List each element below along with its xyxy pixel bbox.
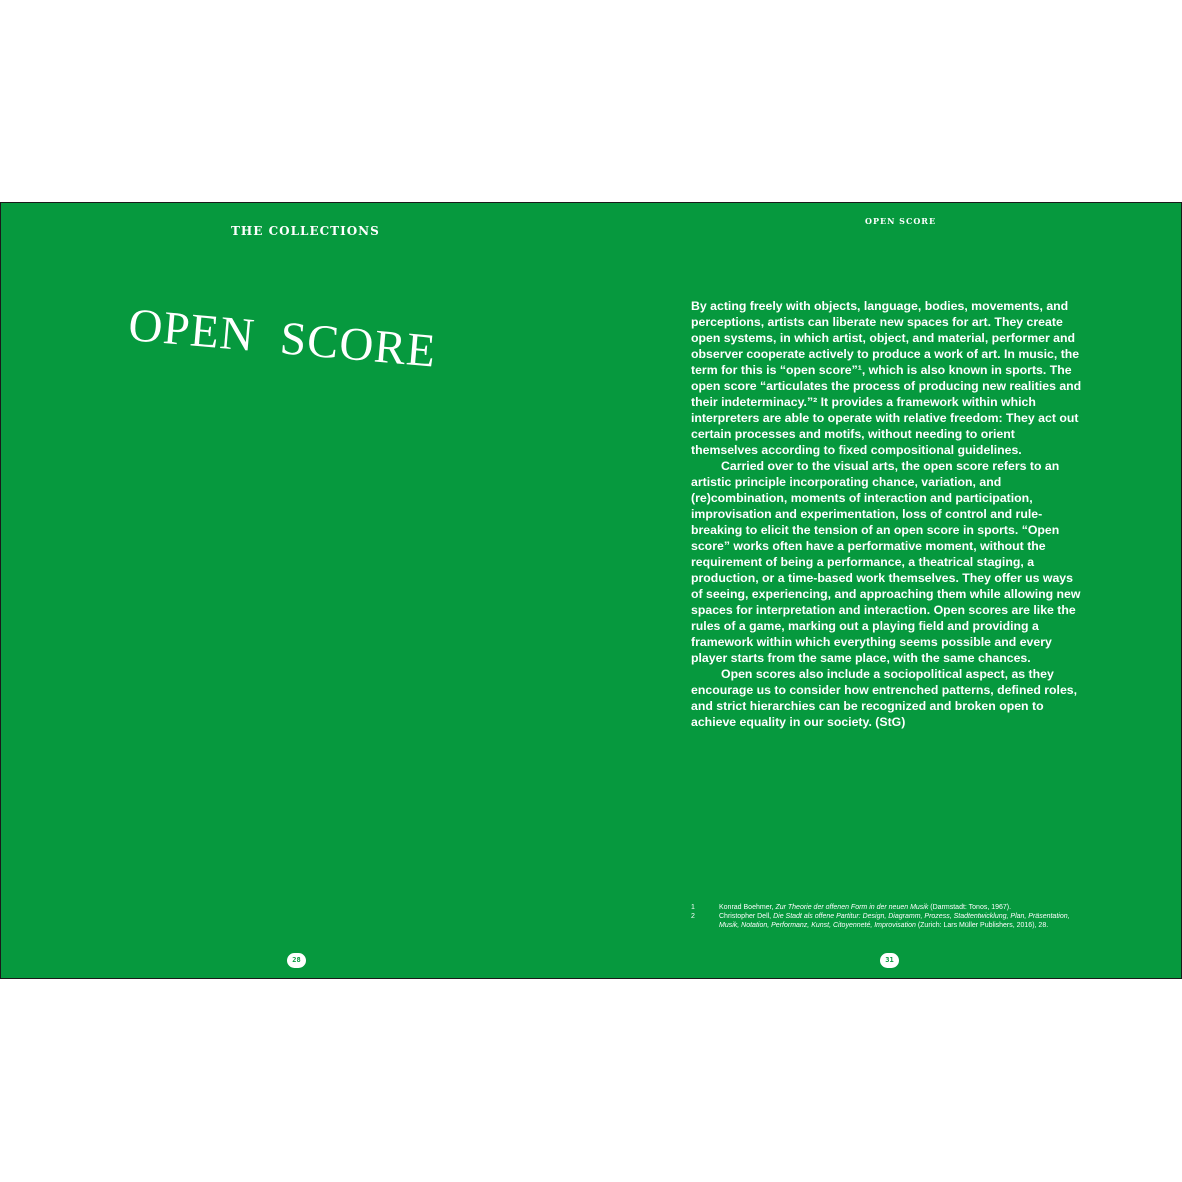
footnote-text: Konrad Boehmer, Zur Theorie der offenen Form in der neuen Musik (Darmstadt: Tonos, 1967). xyxy=(719,904,1012,911)
footnote-number: 1 xyxy=(691,904,695,911)
paragraph-1: By acting freely with objects, language, bodies, movements, and perceptions, artists can liberate new spaces for art. They create open systems, in which artist, object, and material, performer and observer cooperate actively to produce a work of art. In music, the term for this is “open score”¹, which is also known in sports. The open score “articulates the process of producing new realities and their indeterminacy.”² It provides a framework within which interpreters are able to operate with relative freedom: They act out certain processes and motifs, without needing to orient themselves according to fixed compositional guidelines. xyxy=(691,299,1082,457)
footnote-2 xyxy=(691,912,1083,930)
left-running-head: THE COLLECTIONS xyxy=(231,224,380,238)
right-page-number: 31 xyxy=(880,953,899,968)
right-running-head: OPEN SCORE xyxy=(865,216,937,226)
book-spread xyxy=(0,202,1182,979)
body-text xyxy=(691,298,1083,730)
footnote-number: 2 xyxy=(691,913,695,920)
chapter-title: OPEN SCORE xyxy=(126,298,439,378)
footnote-1 xyxy=(691,903,1083,912)
paragraph-3: Open scores also include a sociopolitical aspect, as they encourage us to consider how entrenched patterns, defined roles, and strict hierarchies can be recognized and broken open to achieve equality in our society. (StG) xyxy=(691,667,1078,729)
footnote-text: Christopher Dell, Die Stadt als offene Partitur: Design, Diagramm, Prozess, Stadtentwicklung, Plan, Präsentation, Musik, Notation, Performanz, Kunst, Citoyenneté, Improvisation (Zurich: Lars Müller Publishers, 2016), 28. xyxy=(719,913,1070,929)
footnotes xyxy=(691,903,1083,930)
left-page-number: 28 xyxy=(287,953,306,968)
paragraph-2: Carried over to the visual arts, the open score refers to an artistic principle incorporating chance, variation, and (re)combination, moments of interaction and participation, improvisation and experimentation, loss of control and rule-breaking to elicit the tension of an open score in sports. “Open score” works often have a performative moment, without the requirement of being a performance, a theatrical staging, a production, or a time-based work themselves. They offer us ways of seeing, experiencing, and approaching them while allowing new spaces for interpretation and interaction. Open scores are like the rules of a game, marking out a playing field and providing a framework within which everything seems possible and every player starts from the same place, with the same chances. xyxy=(691,459,1081,665)
